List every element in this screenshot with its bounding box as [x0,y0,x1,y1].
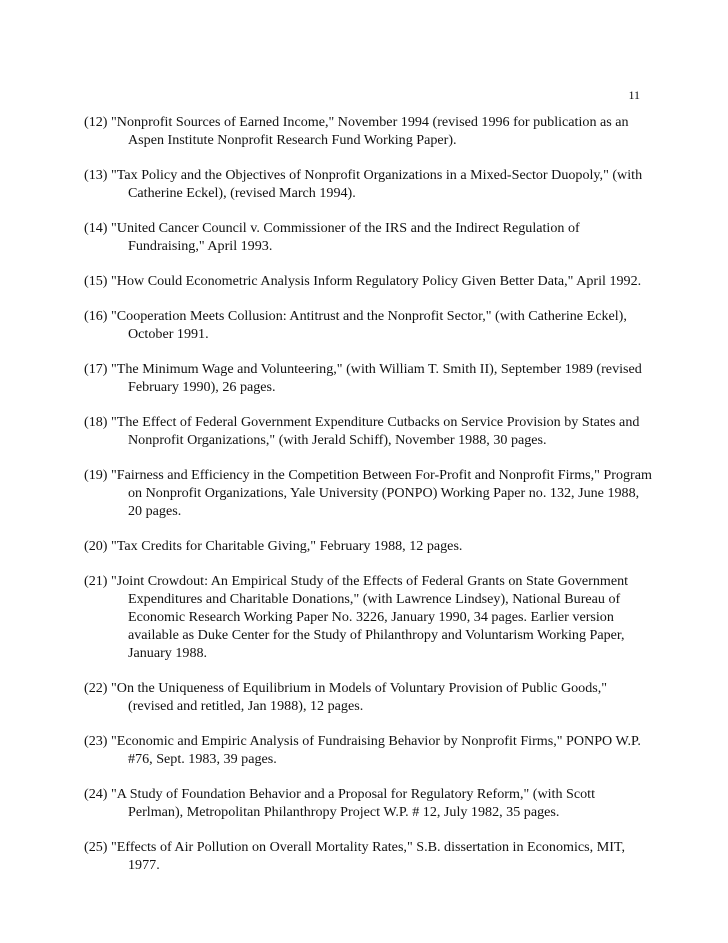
list-item [84,360,652,396]
entry-number: (23) [84,733,108,749]
list-item [84,272,652,290]
entry-text: "Effects of Air Pollution on Overall Mortality Rates," S.B. dissertation in Economics, MIT, 1977. [111,839,626,873]
entry-text: "United Cancer Council v. Commissioner of the IRS and the Indirect Regulation of Fundraising," April 1993. [111,220,580,254]
entry-number: (25) [84,839,108,855]
list-item [84,466,652,520]
list-item [84,166,652,202]
list-item [84,413,652,449]
entry-number: (21) [84,573,108,589]
entry-number: (16) [84,308,108,324]
entry-text: "Fairness and Efficiency in the Competition Between For-Profit and Nonprofit Firms," Program on Nonprofit Organizations, Yale University (PONPO) Working Paper no. 132, June 1988, 20 pages. [111,467,652,519]
list-item [84,732,652,768]
entry-text: "Cooperation Meets Collusion: Antitrust and the Nonprofit Sector," (with Catherine Eckel), October 1991. [111,308,627,342]
entry-text: "Economic and Empiric Analysis of Fundraising Behavior by Nonprofit Firms," PONPO W.P. #76, Sept. 1983, 39 pages. [111,733,641,767]
list-item [84,838,652,874]
list-item [84,307,652,343]
entry-number: (17) [84,361,108,377]
list-item [84,572,652,662]
entry-text: "How Could Econometric Analysis Inform Regulatory Policy Given Better Data," April 1992. [111,273,642,289]
list-item [84,785,652,821]
entry-text: "The Minimum Wage and Volunteering," (with William T. Smith II), September 1989 (revised February 1990), 26 pages. [111,361,642,395]
page-number: 11 [628,88,640,102]
entry-text: "Nonprofit Sources of Earned Income," November 1994 (revised 1996 for publication as an Aspen Institute Nonprofit Research Fund Working Paper). [111,114,629,148]
list-item [84,679,652,715]
entry-text: "Tax Policy and the Objectives of Nonprofit Organizations in a Mixed-Sector Duopoly," (with Catherine Eckel), (revised March 1994). [111,167,643,201]
entry-text: "On the Uniqueness of Equilibrium in Models of Voluntary Provision of Public Goods," (revised and retitled, Jan 1988), 12 pages. [111,680,608,714]
entry-text: "A Study of Foundation Behavior and a Proposal for Regulatory Reform," (with Scott Perlman), Metropolitan Philanthropy Project W.P. # 12, July 1982, 35 pages. [111,786,595,820]
entry-number: (19) [84,467,108,483]
entry-number: (15) [84,273,108,289]
entry-number: (22) [84,680,108,696]
working-papers-list [84,113,652,891]
entry-number: (24) [84,786,108,802]
list-item [84,537,652,555]
entry-number: (12) [84,114,108,130]
entry-number: (13) [84,167,108,183]
list-item [84,113,652,149]
entry-number: (20) [84,538,108,554]
entry-text: "Tax Credits for Charitable Giving," February 1988, 12 pages. [111,538,463,554]
list-item [84,219,652,255]
entry-number: (18) [84,414,108,430]
entry-number: (14) [84,220,108,236]
entry-text: "The Effect of Federal Government Expenditure Cutbacks on Service Provision by States and Nonprofit Organizations," (with Jerald Schiff), November 1988, 30 pages. [111,414,640,448]
entry-text: "Joint Crowdout: An Empirical Study of the Effects of Federal Grants on State Government Expenditures and Charitable Donations," (with Lawrence Lindsey), National Bureau of Economic Research Working Paper No. 3226, January 1990, 34 pages. Earlier version available as Duke Center for the Study of Philanthropy and Voluntarism Working Paper, January 1988. [111,573,629,661]
